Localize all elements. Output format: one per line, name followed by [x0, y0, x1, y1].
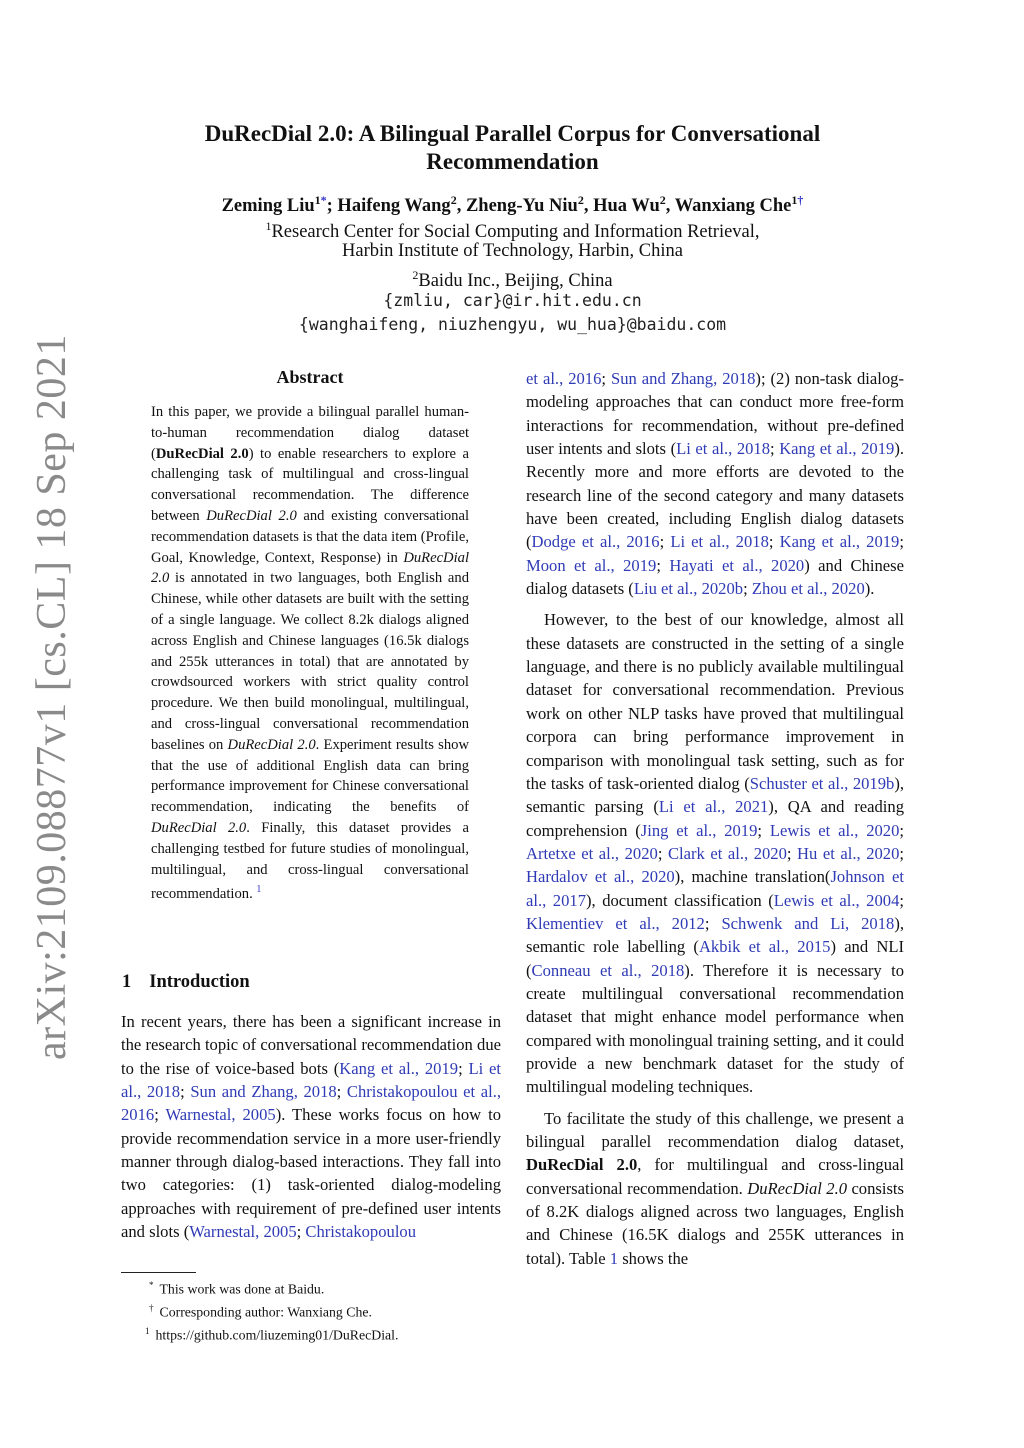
citation-link[interactable]: Dodge et al., 2016: [531, 532, 660, 552]
citation-link[interactable]: Kang et al., 2019: [339, 1058, 459, 1078]
citation-link[interactable]: Li et al., 2018: [121, 1058, 502, 1102]
citation-link[interactable]: Lewis et al., 2020: [769, 820, 900, 840]
citation-link[interactable]: Akbik et al., 2015: [698, 937, 831, 957]
paragraph: However, to the best of our knowledge, almost all these datasets are constructed in the setting of a single language, and there is no publicly available multilingual dataset for conversational recommendation. Previous work on other NLP tasks have proved that multilingual corpora can bring performance improvement in comparison with monolingual task setting, such as for the tasks of task-oriented dialog (Schuster et al., 2019b), semantic parsing (Li et al., 2021), QA and reading comprehension (Jing et al., 2019; Lewis et al., 2020; Artetxe et al., 2020; Clark et al., 2020; Hu et al., 2020; Hardalov et al., 2020), machine translation(Johnson et al., 2017), document classification (Lewis et al., 2004; Klementiev et al., 2012; Schwenk and Li, 2018), semantic role labelling (Akbik et al., 2015) and NLI (Conneau et al., 2018). Therefore it is necessary to create multilingual conversational recommendation dataset that might enhance model performance when compared with monolingual training setting, and it could provide a new benchmark dataset for the study of multilingual modeling techniques.: [526, 610, 905, 1097]
citation-link[interactable]: Jing et al., 2019: [640, 820, 758, 840]
affil-mark: 1: [265, 219, 272, 233]
footnote-mark[interactable]: *: [320, 193, 327, 207]
citation-link[interactable]: Sun and Zhang, 2018: [610, 369, 756, 388]
abstract-heading: Abstract: [276, 367, 344, 387]
footnote: * This work was done at Baidu.: [149, 1280, 325, 1297]
title-line-2: Recommendation: [426, 149, 599, 174]
footnote: † Corresponding author: Wanxiang Che.: [149, 1303, 372, 1320]
citation-link[interactable]: Clark et al., 2020: [667, 843, 787, 863]
paragraph: et al., 2016; Sun and Zhang, 2018); (2) non-task dialog-modeling approaches that can conduct more free-form interactions for recommendation, without pre-defined user intents and slots (Li et al., 2018; Kang et al., 2019). Recently more and more efforts are devoted to the research line of the second category and many datasets have been created, including English dialog datasets (Dodge et al., 2016; Li et al., 2018; Kang et al., 2019; Moon et al., 2019; Hayati et al., 2020) and Chinese dialog datasets (Liu et al., 2020b; Zhou et al., 2020).: [526, 369, 904, 599]
citation-link[interactable]: Christakopoulou et al., 2016: [121, 1082, 502, 1125]
footnote-divider: [121, 1272, 196, 1273]
abstract-body: In this paper, we provide a bilingual parallel human-to-human recommendation dialog dataset (DuRecDial 2.0) to enable researchers to explore a challenging task of multilingual and cross-lingual conversational recommendation. The difference between DuRecDial 2.0 and existing conversational recommendation datasets is that the data item (Profile, Goal, Knowledge, Context, Response) in DuRecDial 2.0 is annotated in two languages, both English and Chinese, while other datasets are built with the setting of a single language. We collect 8.2k dialogs aligned across English and Chinese languages (16.5k dialogs and 255k utterances in total) that are annotated by crowdsourced workers with strict quality control procedure. We then build monolingual, multilingual, and cross-lingual conversational recommendation baselines on DuRecDial 2.0. Experiment results show that the use of additional English data can bring performance improvement for Chinese conversational recommendation, indicating the benefits of DuRecDial 2.0. Finally, this dataset provides a challenging testbed for future studies of monolingual, multilingual, and cross-lingual conversational recommendation. $^1$: [151, 404, 469, 903]
author-name: , Wanxiang Che: [665, 196, 792, 217]
author-affil-mark: 2: [577, 193, 584, 207]
affil-mark: 2: [412, 268, 419, 282]
author-affil-mark: 2: [450, 193, 457, 207]
footnotes: [121, 1276, 501, 1345]
citation-link[interactable]: Liu et al., 2020b: [633, 579, 744, 599]
author-name: ; Haifeng Wang: [326, 196, 451, 217]
section-number: 1: [122, 972, 132, 992]
citation-link[interactable]: Artetxe et al., 2020: [526, 843, 658, 863]
citation-link[interactable]: Moon et al., 2019: [526, 555, 657, 575]
citation-link[interactable]: Klementiev et al., 2012: [526, 913, 705, 933]
paper-title: [140, 120, 885, 176]
affiliation-text: Research Center for Social Computing and Information Retrieval,: [271, 222, 760, 243]
author-name: Zeming Liu: [221, 196, 315, 217]
citation-link[interactable]: Sun and Zhang, 2018: [190, 1082, 337, 1102]
affiliation-text: Baidu Inc., Beijing, China: [418, 271, 613, 292]
author-name: , Zheng-Yu Niu: [456, 196, 578, 217]
email-line: {wanghaifeng, niuzhengyu, wu_hua}@baidu.com: [298, 315, 727, 334]
citation-link[interactable]: Warnestal, 2005: [189, 1222, 297, 1242]
citation-link[interactable]: Zhou et al., 2020: [751, 579, 865, 599]
intro-paragraph: In recent years, there has been a significant increase in the research topic of conversational recommendation due to the rise of voice-based bots (Kang et al., 2019; Li et al., 2018; Sun and Zhang, 2018; Christakopoulou et al., 2016; Warnestal, 2005). These works focus on how to provide recommendation service in a more user-friendly manner through dialog-based interactions. They fall into two categories: (1) task-oriented dialog-modeling approaches with requirement of pre-defined user intents and slots (Warnestal, 2005; Christakopoulou: [121, 1012, 502, 1242]
citation-link[interactable]: Lewis et al., 2004: [773, 890, 900, 910]
section-heading: [122, 972, 250, 993]
author-name: , Hua Wu: [583, 196, 660, 217]
citation-link[interactable]: Hayati et al., 2020: [669, 555, 805, 575]
footnote-link[interactable]: 1: [256, 884, 262, 896]
affiliation-line: Harbin Institute of Technology, Harbin, China: [342, 241, 683, 261]
citation-link[interactable]: Schwenk and Li, 2018: [721, 913, 895, 933]
citation-link[interactable]: Johnson et al., 2017: [526, 867, 904, 910]
email-line: {zmliu, car}@ir.hit.edu.cn: [383, 291, 642, 310]
citation-link[interactable]: Hardalov et al., 2020: [526, 867, 675, 887]
citation-link[interactable]: Schuster et al., 2019b: [749, 773, 895, 793]
citation-link[interactable]: et al., 2016: [526, 369, 602, 388]
author-affil-mark: 1: [791, 193, 798, 207]
citation-link[interactable]: Christakopoulou: [305, 1222, 417, 1242]
right-column: [526, 367, 904, 1270]
author-affil-mark: 2: [659, 193, 666, 207]
citation-link[interactable]: Kang et al., 2019: [779, 532, 900, 552]
citation-link[interactable]: Warnestal, 2005: [165, 1105, 276, 1125]
title-line-1: DuRecDial 2.0: A Bilingual Parallel Corpus for Conversational: [204, 121, 821, 146]
citation-link[interactable]: Hu et al., 2020: [797, 843, 900, 863]
author-affil-mark: 1: [314, 193, 321, 207]
footnote: $^1$ https://github.com/liuzeming01/DuRecDial.: [145, 1326, 399, 1343]
arxiv-side-stamp: arXiv:2109.08877v1 [cs.CL] 18 Sep 2021: [29, 334, 75, 1060]
citation-link[interactable]: Conneau et al., 2018: [531, 960, 685, 980]
citation-link[interactable]: Kang et al., 2019: [779, 439, 895, 459]
citation-link[interactable]: Li et al., 2021: [658, 797, 769, 817]
citation-link[interactable]: Li et al., 2018: [670, 532, 769, 552]
footnote-mark[interactable]: †: [797, 193, 804, 207]
github-url-link[interactable]: https://github.com/liuzeming01/DuRecDial.: [155, 1327, 399, 1343]
paragraph: To facilitate the study of this challenge, we present a bilingual parallel recommendation dialog dataset, DuRecDial 2.0, for multilingual and cross-lingual conversational recommendation. DuRecDial 2.0 consists of 8.2K dialogs aligned across two languages, English and Chinese (16.5K dialogs and 255K utterances in total). Table 1 shows the: [526, 1108, 904, 1268]
citation-link[interactable]: Li et al., 2018: [676, 439, 771, 459]
table-reference-link[interactable]: 1: [609, 1248, 619, 1268]
section-title: Introduction: [149, 972, 250, 992]
